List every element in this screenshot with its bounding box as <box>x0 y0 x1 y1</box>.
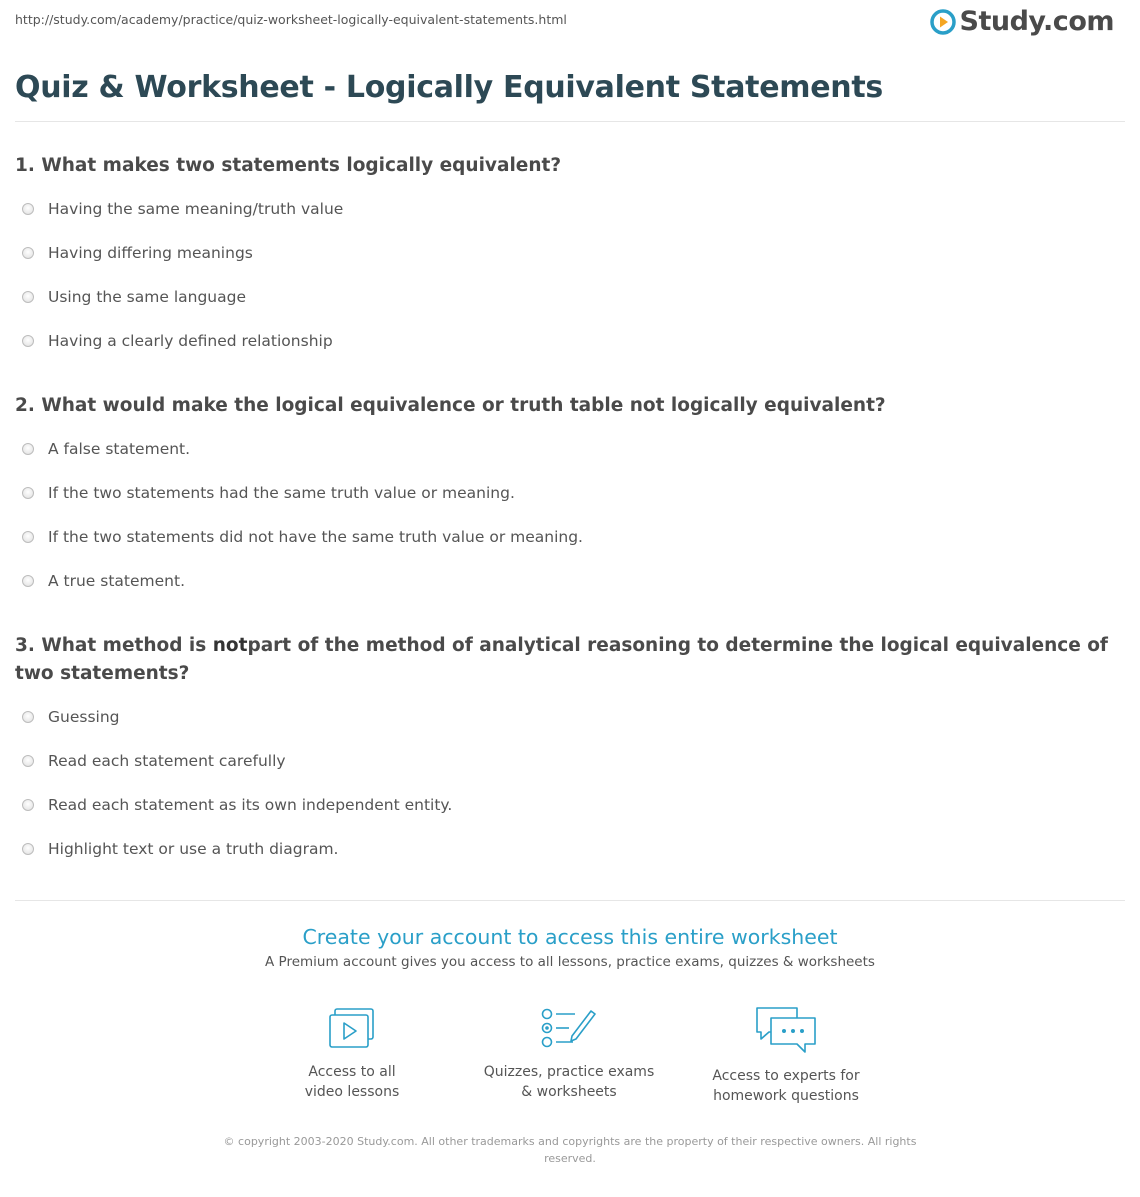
feature-line-2: video lessons <box>304 1084 400 1100</box>
answer-option[interactable] <box>22 440 190 458</box>
feature-line-1: Access to experts for <box>712 1068 860 1084</box>
copyright-line-2: reserved. <box>544 1152 596 1165</box>
feature-video-lessons <box>252 1006 452 1102</box>
page-title: Quiz & Worksheet - Logically Equivalent Statements <box>15 70 883 105</box>
answer-option[interactable] <box>22 840 338 858</box>
answer-option[interactable] <box>22 332 333 350</box>
radio-button[interactable] <box>22 291 34 303</box>
question-3-text-before: 3. What method is <box>15 635 213 656</box>
feature-line-1: Quizzes, practice exams <box>483 1064 655 1080</box>
logo-text: Study.com <box>959 6 1114 37</box>
answer-option[interactable] <box>22 708 120 726</box>
answer-option[interactable] <box>22 484 515 502</box>
radio-button[interactable] <box>22 531 34 543</box>
answer-option[interactable] <box>22 288 246 306</box>
radio-button[interactable] <box>22 799 34 811</box>
radio-button[interactable] <box>22 843 34 855</box>
answer-option[interactable] <box>22 796 452 814</box>
feature-quizzes <box>469 1006 669 1102</box>
question-1: 1. What makes two statements logically equivalent? <box>15 155 562 176</box>
answer-option[interactable] <box>22 528 583 546</box>
feature-experts <box>686 1006 886 1106</box>
option-label: Having differing meanings <box>48 244 253 262</box>
option-label: Read each statement as its own independent entity. <box>48 796 453 814</box>
feature-line-2: & worksheets <box>521 1084 617 1100</box>
radio-button[interactable] <box>22 335 34 347</box>
video-lessons-icon <box>326 1006 378 1052</box>
copyright-line-1: © copyright 2003-2020 Study.com. All other trademarks and copyrights are the property of their respective owners. All rights <box>223 1135 917 1148</box>
option-label: Read each statement carefully <box>48 752 286 770</box>
section-divider <box>15 900 1125 901</box>
option-label: If the two statements had the same truth value or meaning. <box>48 484 515 502</box>
page-url: http://study.com/academy/practice/quiz-worksheet-logically-equivalent-statements.html <box>15 12 567 27</box>
radio-button[interactable] <box>22 487 34 499</box>
cta-title[interactable]: Create your account to access this entire worksheet <box>302 925 838 949</box>
radio-button[interactable] <box>22 575 34 587</box>
answer-option[interactable] <box>22 200 343 218</box>
copyright <box>210 1133 930 1167</box>
feature-line-1: Access to all <box>308 1064 396 1080</box>
option-label: Having the same meaning/truth value <box>48 200 344 218</box>
radio-button[interactable] <box>22 247 34 259</box>
radio-button[interactable] <box>22 711 34 723</box>
question-2: 2. What would make the logical equivalence or truth table not logically equivalent? <box>15 395 886 416</box>
answer-option[interactable] <box>22 572 185 590</box>
study-com-logo[interactable] <box>930 6 1114 37</box>
option-label: A false statement. <box>48 440 191 458</box>
option-label: If the two statements did not have the same truth value or meaning. <box>48 528 583 546</box>
radio-button[interactable] <box>22 443 34 455</box>
quiz-checklist-icon <box>539 1006 599 1052</box>
answer-option[interactable] <box>22 244 253 262</box>
answer-option[interactable] <box>22 752 286 770</box>
feature-line-2: homework questions <box>713 1088 859 1104</box>
question-3-emphasis: not <box>212 635 248 656</box>
question-3-text-after: part of the method of analytical reasoning to determine the logical equivalence of two statements? <box>15 635 1108 684</box>
option-label: Guessing <box>48 708 120 726</box>
option-label: A true statement. <box>48 572 185 590</box>
cta-subtitle: A Premium account gives you access to all lessons, practice exams, quizzes & worksheets <box>265 954 875 970</box>
question-3 <box>15 632 1110 688</box>
option-label: Using the same language <box>48 288 246 306</box>
radio-button[interactable] <box>22 755 34 767</box>
radio-button[interactable] <box>22 203 34 215</box>
chat-experts-icon <box>753 1006 819 1056</box>
option-label: Having a clearly defined relationship <box>48 332 333 350</box>
title-divider <box>15 121 1125 122</box>
option-label: Highlight text or use a truth diagram. <box>48 840 339 858</box>
play-circle-icon <box>930 9 956 35</box>
